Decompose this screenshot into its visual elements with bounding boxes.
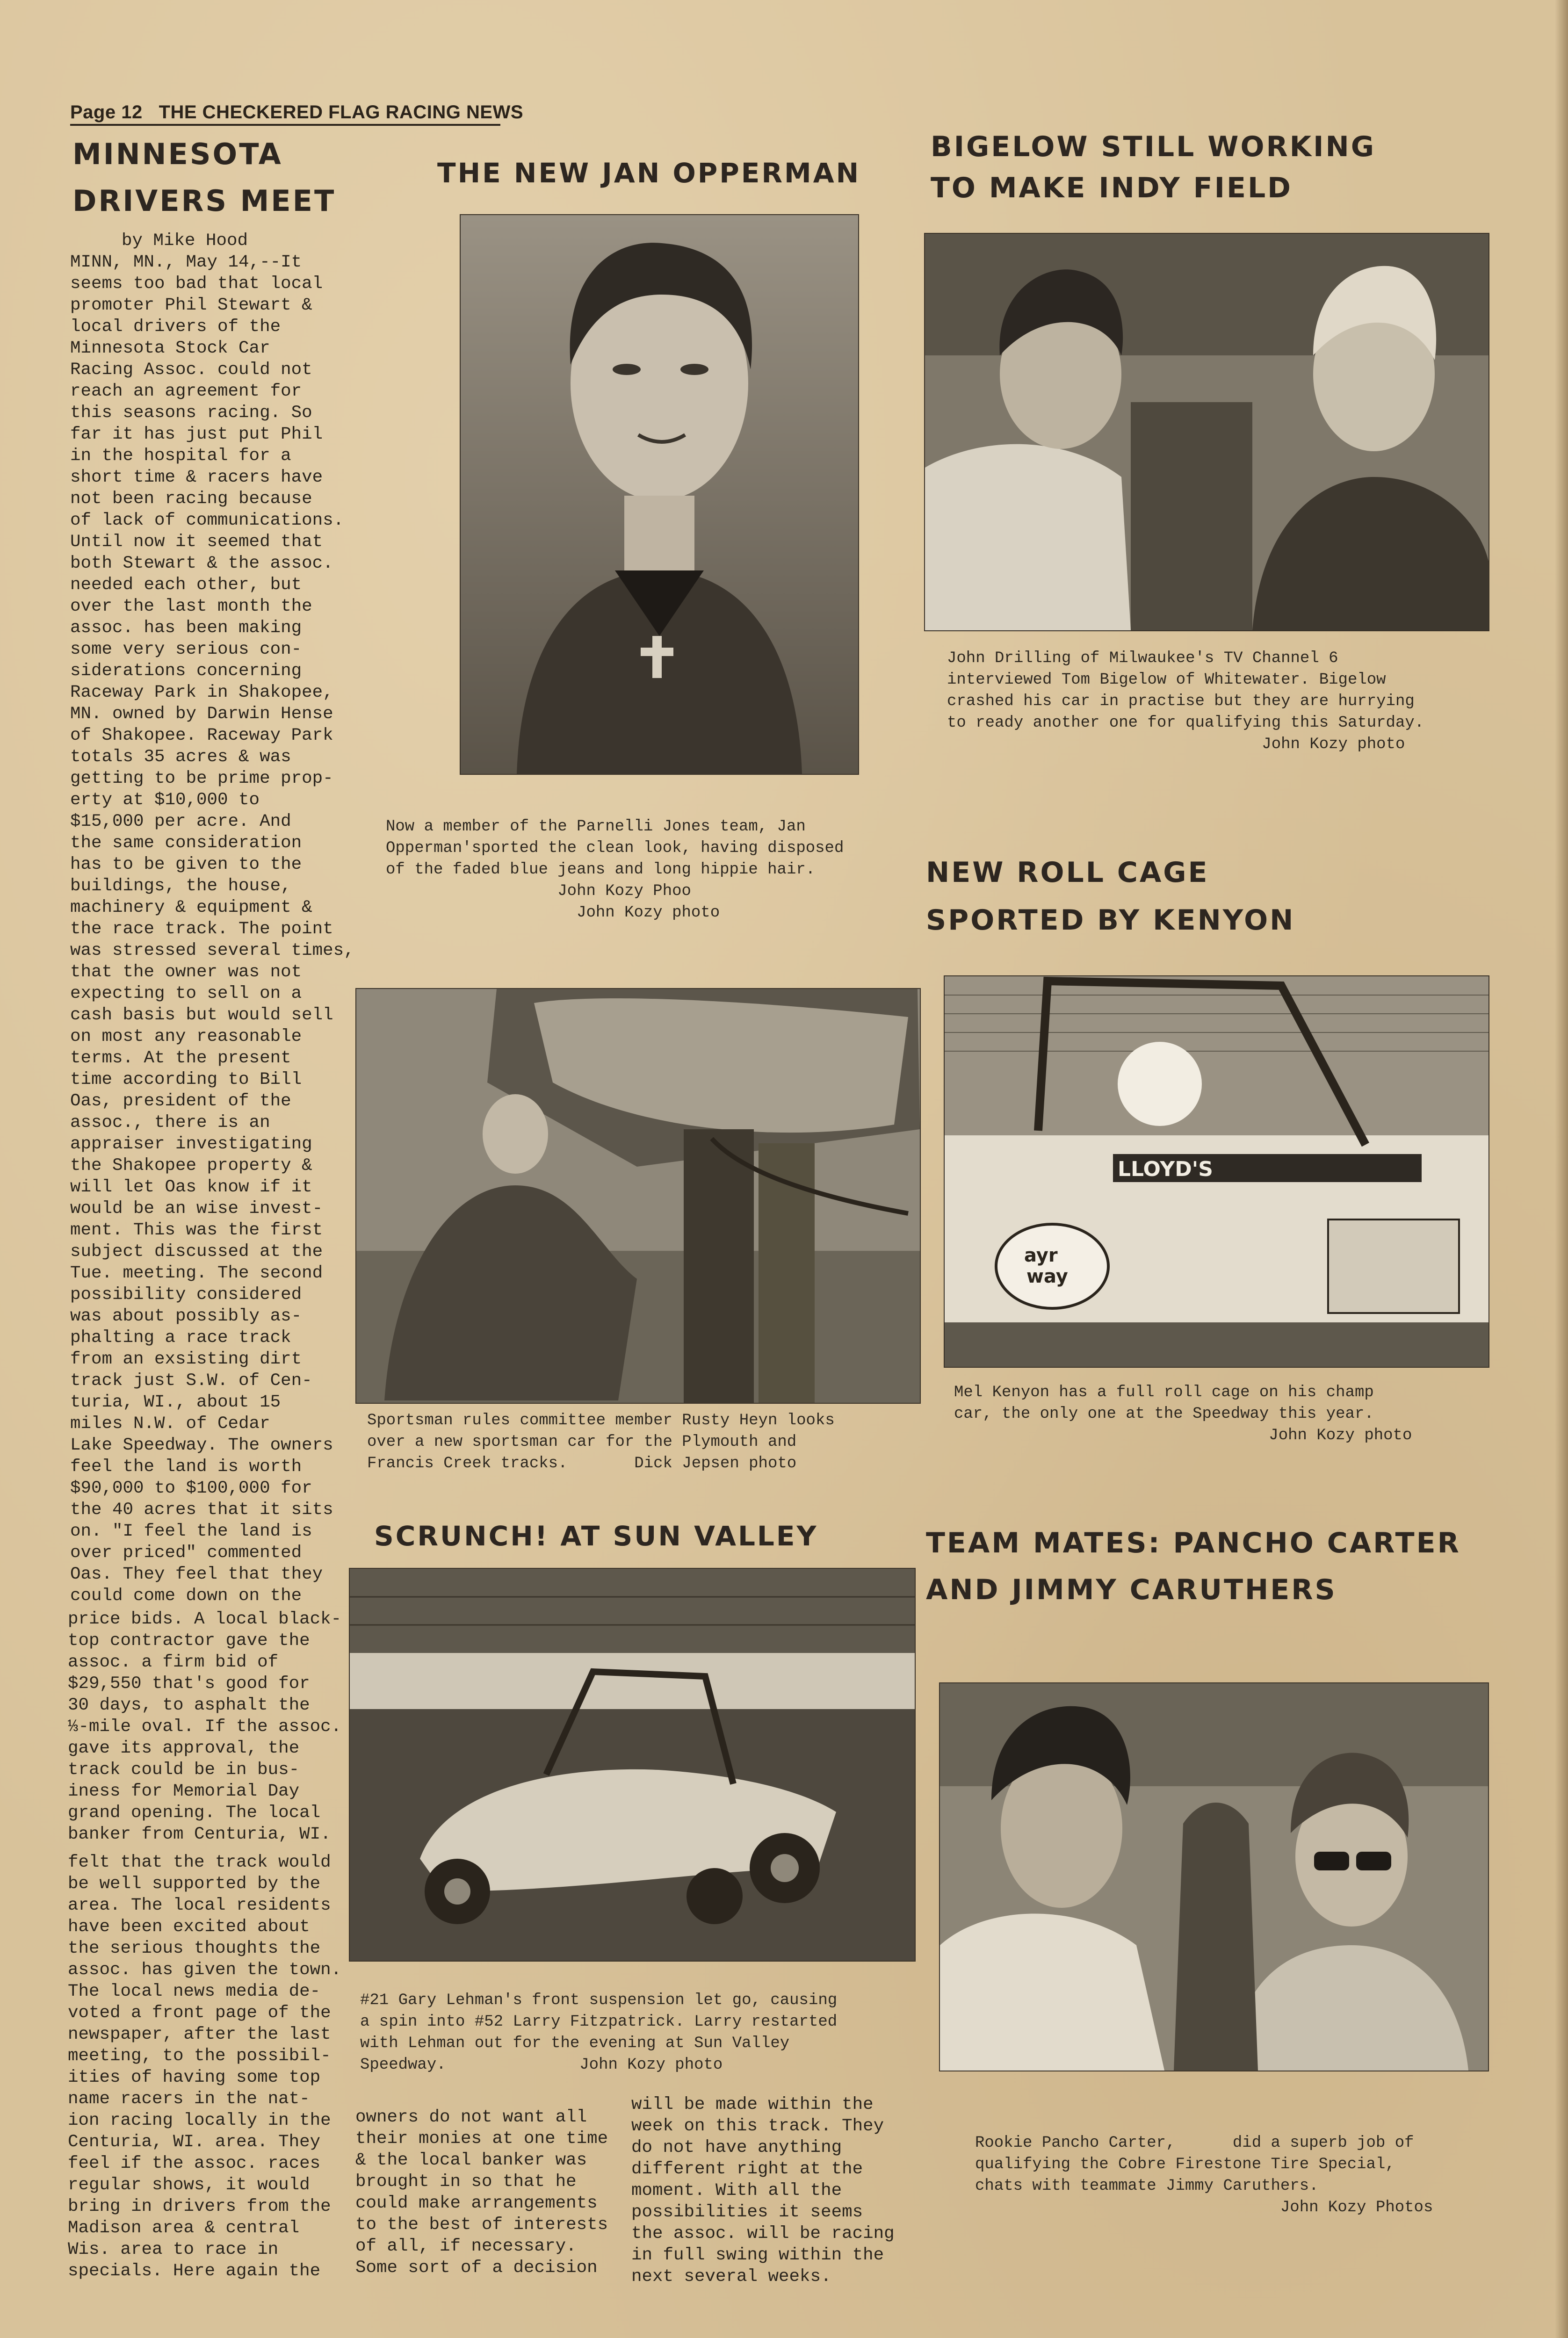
- kenyon-logo-bottom: way: [1026, 1266, 1068, 1287]
- carter-caption: Rookie Pancho Carter, did a superb job of qualifying the Cobre Firestone Tire Special, chats with teammate Jimmy Caruthers. John Kozy Photos: [975, 2134, 1433, 2216]
- kenyon-caption: Mel Kenyon has a full roll cage on his champ car, the only one at the Speedway this year. John Kozy photo: [954, 1384, 1412, 1444]
- sportsman-caption: Sportsman rules committee member Rusty Heyn looks over a new sportsman car for the Plymouth and Francis Creek tracks. Dick Jepsen photo: [367, 1412, 835, 1472]
- page-number: Page 12: [70, 102, 143, 123]
- carter-headline: TEAM MATES: PANCHO CARTER AND JIMMY CARUTHERS: [926, 1527, 1461, 1606]
- bigelow-photo: [925, 234, 1489, 630]
- sun-valley-caption: #21 Gary Lehman's front suspension let go, causing a spin into #52 Larry Fitzpatrick. Larry restarted with Lehman out for the evening at Sun Valley Speedway. John Kozy photo: [360, 1992, 838, 2074]
- minnesota-headline: MINNESOTA DRIVERS MEET: [72, 137, 336, 218]
- opperman-caption: Now a member of the Parnelli Jones team, Jan Opperman'sported the clean look, having disposed of the faded blue jeans and long hippie hair. John Kozy Phoo John Kozy photo: [386, 818, 844, 922]
- carter-photo: [940, 1683, 1488, 2071]
- sun-valley-photo: [350, 1569, 915, 1961]
- minnesota-body-col2: owners do not want all their monies at one time & the local banker was brought in so that he could make arrangements to the best of interests of all, if necessary. Some sort of a decision: [355, 2107, 608, 2278]
- kenyon-photo: [945, 976, 1489, 1367]
- opperman-photo: [461, 215, 858, 774]
- opperman-headline: THE NEW JAN OPPERMAN: [437, 157, 861, 189]
- minnesota-body-col1-part3: felt that the track would be well supported by the area. The local residents have been excited about the serious thoughts the assoc. has given the town. The local news media de- voted a front page of the newspaper, after the last meeting, to the possibil- ities of having some top name racers in the nat- ion racing locally in the Centuria, WI. area. They feel if the assoc. races regular shows, it would bring in drivers from the Madison area & central Wis. area to race in specials. Here again the: [68, 1853, 342, 2281]
- bigelow-caption: John Drilling of Milwaukee's TV Channel 6 interviewed Tom Bigelow of Whitewater. Bigelow crashed his car in practise but they are hurrying to ready another one for qualifying this Saturday. John Kozy photo: [947, 649, 1424, 753]
- minnesota-body-col1-part1: MINN, MN., May 14,--It seems too bad that local promoter Phil Stewart & local drivers of the Minnesota Stock Car Racing Assoc. could not reach an agreement for this seasons racing. So far it has just put Phil in the hospital for a short time & racers have not been racing because of lack of communications. Until now it seemed that both Stewart & the assoc. needed each other, but over the last month the assoc. has been making some very serious con- siderations concerning Raceway Park in Shakopee, MN. owned by Darwin Hense of Shakopee. Raceway Park totals 35 acres & was getting to be prime prop- erty at $10,000 to $15,000 per acre. And the same consideration has to be given to the buildings, the house, machinery & equipment & the race track. The point was stressed several times, that the owner was not expecting to sell on a cash basis but would sell on most any reasonable terms. At the present time according to Bill Oas, president of the assoc., there is an appraiser investigating the Shakopee property & will let Oas know if it would be an wise invest- ment. This was the first subject discussed at the Tue. meeting. The second possibility considered was about possibly as- phalting a race track from an exsisting dirt track just S.W. of Cen- turia, WI., about 15 miles N.W. of Cedar Lake Speedway. The owners feel the land is worth $90,000 to $100,000 for the 40 acres that it sits on. "I feel the land is over priced" commented Oas. They feel that they could come down on the: [70, 253, 354, 1606]
- minnesota-body-col3: will be made within the week on this track. They do not have anything different right at the moment. With all the possibilities it seems the assoc. will be racing in full swing within the next several weeks.: [631, 2095, 895, 2287]
- minnesota-body-col1-part2: price bids. A local black- top contractor gave the assoc. a firm bid of $29,550 that's good for 30 days, to asphalt the ⅓-mile oval. If the assoc. gave its approval, the track could be in bus- iness for Memorial Day grand opening. The local banker from Centuria, WI.: [68, 1609, 342, 1844]
- bigelow-headline: BIGELOW STILL WORKING TO MAKE INDY FIELD: [931, 130, 1376, 204]
- paper-name: THE CHECKERED FLAG RACING NEWS: [159, 102, 524, 123]
- page-fold-shadow: [1555, 0, 1568, 2338]
- kenyon-headline: NEW ROLL CAGE SPORTED BY KENYON: [926, 856, 1295, 937]
- sun-valley-headline: SCRUNCH! AT SUN VALLEY: [374, 1520, 818, 1552]
- page-header: [70, 102, 524, 126]
- sportsman-photo: [356, 989, 920, 1403]
- minnesota-byline: by Mike Hood: [122, 231, 248, 251]
- kenyon-car-sponsor-text: LLOYD'S: [1118, 1157, 1213, 1181]
- kenyon-logo-top: ayr: [1024, 1245, 1058, 1266]
